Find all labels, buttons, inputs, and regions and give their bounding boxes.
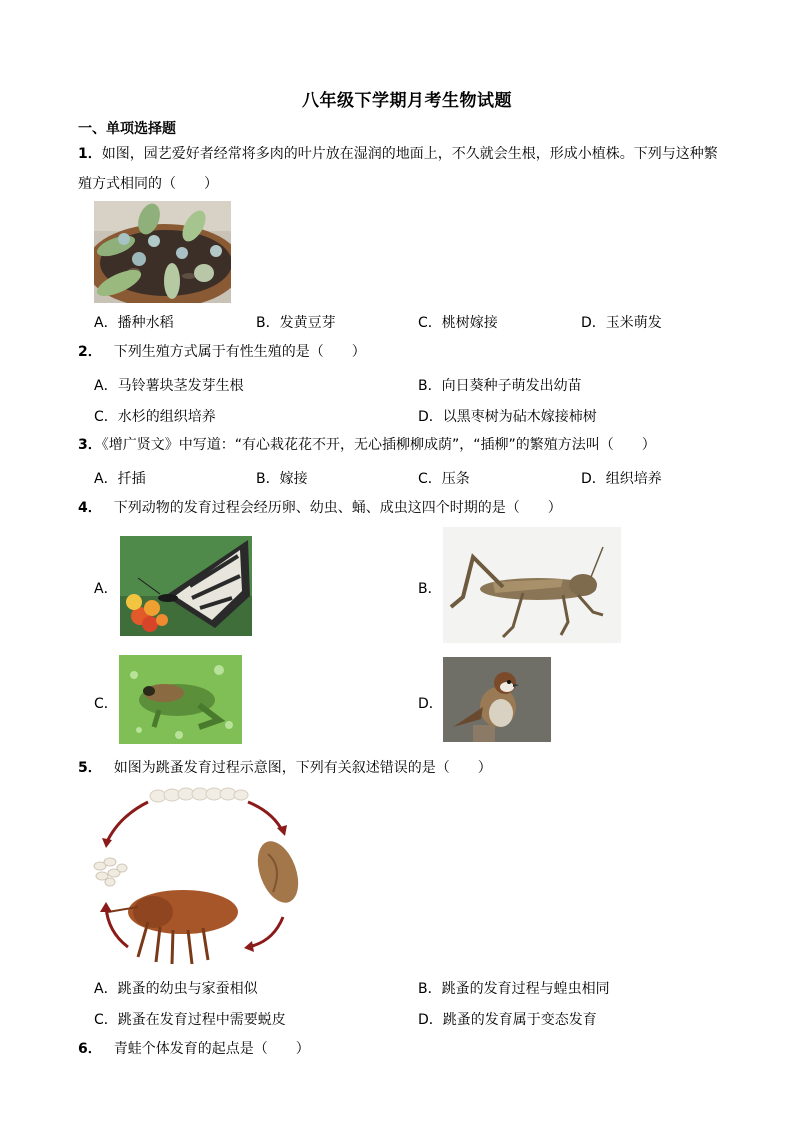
q1-option-a: A．播种水稻 [94, 315, 174, 331]
q5-option-a: A．跳蚤的幼虫与家蚕相似 [94, 981, 258, 997]
q2-option-c: C．水杉的组织培养 [94, 409, 216, 425]
q4-option-a: A． [94, 581, 118, 597]
question-number: 1． [78, 146, 102, 162]
question-number: 5． [78, 760, 102, 776]
q1-option-b: B．发黄豆芽 [256, 315, 336, 331]
q4-option-d: D． [418, 696, 443, 712]
q1-option-c: C．桃树嫁接 [418, 315, 498, 331]
q4-option-c: C． [94, 696, 118, 712]
question-text: 下列生殖方式属于有性生殖的是（ ） [113, 344, 366, 360]
question-3 [78, 430, 656, 460]
question-1 [78, 139, 718, 169]
sparrow-image [443, 657, 551, 742]
question-5 [78, 753, 492, 783]
butterfly-image [120, 536, 252, 636]
frog-image [119, 655, 242, 744]
q2-option-a: A．马铃薯块茎发芽生根 [94, 378, 244, 394]
question-1-line2: 殖方式相同的（ ） [78, 176, 218, 192]
section-heading: 一、单项选择题 [78, 121, 176, 137]
q3-option-a: A．扦插 [94, 471, 146, 487]
question-text: 如图，园艺爱好者经常将多肉的叶片放在湿润的地面上，不久就会生根，形成小植株。下列与这种繁 [101, 146, 718, 162]
q3-option-c: C．压条 [418, 471, 470, 487]
question-2 [78, 337, 366, 367]
q5-option-d: D．跳蚤的发育属于变态发育 [418, 1012, 597, 1028]
question-text: 如图为跳蚤发育过程示意图，下列有关叙述错误的是（ ） [113, 760, 492, 776]
q3-option-b: B．嫁接 [256, 471, 308, 487]
question-text: 《增广贤文》中写道：“有心栽花花不开，无心插柳柳成荫”，“插柳”的繁殖方法叫（ ） [101, 437, 656, 453]
question-6 [78, 1034, 310, 1064]
q5-option-b: B．跳蚤的发育过程与蝗虫相同 [418, 981, 610, 997]
succulent-image [94, 201, 231, 303]
page-title: 八年级下学期月考生物试题 [302, 91, 512, 111]
q2-option-b: B．向日葵种子萌发出幼苗 [418, 378, 582, 394]
grasshopper-image [443, 527, 621, 643]
q4-option-b: B． [418, 581, 442, 597]
question-text: 青蛙个体发育的起点是（ ） [113, 1041, 310, 1057]
q2-option-d: D．以黑枣树为砧木嫁接柿树 [418, 409, 597, 425]
question-number: 4． [78, 500, 102, 516]
question-number: 2． [78, 344, 102, 360]
q1-option-d: D．玉米萌发 [581, 315, 662, 331]
q3-option-d: D．组织培养 [581, 471, 662, 487]
question-number: 6． [78, 1041, 102, 1057]
q5-option-c: C．跳蚤在发育过程中需要蜕皮 [94, 1012, 286, 1028]
flea-lifecycle-diagram [88, 782, 308, 972]
question-4 [78, 493, 562, 523]
question-text: 下列动物的发育过程会经历卵、幼虫、蛹、成虫这四个时期的是（ ） [113, 500, 562, 516]
question-number: 3． [78, 437, 102, 453]
